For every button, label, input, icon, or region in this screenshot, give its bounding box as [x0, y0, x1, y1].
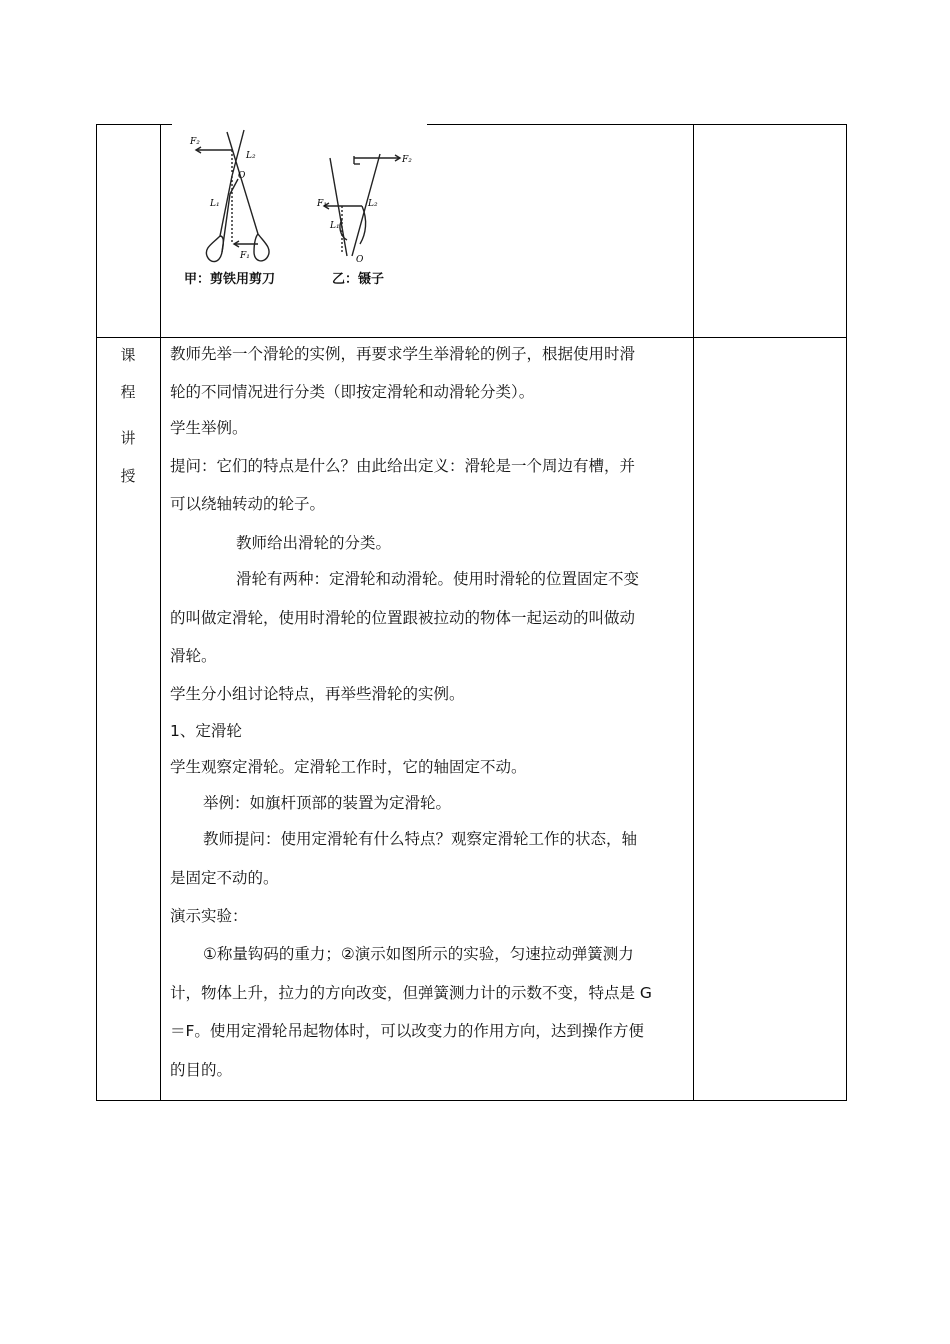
left-l1-label: L₁	[210, 199, 220, 209]
text-line: 计，物体上升，拉力的方向改变，但弹簧测力计的示数不变，特点是 G	[170, 984, 652, 1002]
text-line: 学生举例。	[170, 419, 248, 437]
text-line: 演示实验：	[170, 907, 248, 925]
column-divider-1	[160, 124, 161, 1101]
left-o-label: O	[238, 171, 246, 181]
text-line: 滑轮。	[170, 647, 217, 665]
table-right-border	[846, 124, 847, 1101]
text-line: 学生观察定滑轮。定滑轮工作时，它的轴固定不动。	[170, 758, 527, 776]
right-f2-label: F₂	[402, 155, 412, 165]
text-line: 是固定不动的。	[170, 869, 279, 887]
right-o-label: O	[356, 255, 364, 265]
text-line: 学生分小组讨论特点，再举些滑轮的实例。	[170, 685, 465, 703]
right-l2-label: L₂	[368, 199, 378, 209]
text-line: ①称量钩码的重力；②演示如图所示的实验，匀速拉动弹簧测力	[203, 945, 634, 963]
text-line: 1、定滑轮	[170, 722, 242, 740]
text-line: 可以绕轴转动的轮子。	[170, 495, 326, 513]
text-line: 的目的。	[170, 1061, 233, 1079]
left-f2-label: F₂	[190, 137, 200, 147]
tweezers-caption: 乙：镊子	[332, 272, 385, 287]
left-l2-label: L₂	[246, 151, 256, 161]
scissors-caption: 甲：剪铁用剪刀	[184, 272, 276, 287]
text-line: 轮的不同情况进行分类（即按定滑轮和动滑轮分类）。	[170, 383, 535, 401]
text-line: 滑轮有两种：定滑轮和动滑轮。使用时滑轮的位置固定不变	[236, 570, 640, 588]
section-label-char-4: 授	[120, 467, 136, 485]
left-f1-label: F₁	[240, 251, 250, 261]
text-line: 提问：它们的特点是什么？由此给出定义：滑轮是一个周边有槽，并	[170, 457, 636, 475]
text-line: 教师给出滑轮的分类。	[236, 534, 392, 552]
text-line: 举例：如旗杆顶部的装置为定滑轮。	[203, 794, 452, 812]
text-line: 教师提问：使用定滑轮有什么特点？观察定滑轮工作的状态，轴	[203, 830, 638, 848]
right-f1-label: F₁	[317, 199, 327, 209]
row-divider	[96, 337, 847, 338]
text-line: 的叫做定滑轮，使用时滑轮的位置跟被拉动的物体一起运动的叫做动	[170, 609, 636, 627]
table-left-border	[96, 124, 97, 1101]
text-line: 教师先举一个滑轮的实例，再要求学生举滑轮的例子，根据使用时滑	[170, 345, 636, 363]
section-label-char-2: 程	[120, 383, 136, 401]
right-l1-label: L₁	[330, 221, 340, 231]
table-bottom-border	[96, 1100, 847, 1101]
section-label-char-3: 讲	[120, 429, 136, 447]
section-label-char-1: 课	[120, 346, 136, 364]
tweezers-drawing	[324, 154, 400, 256]
lever-figure	[172, 124, 427, 299]
text-line: ＝F。使用定滑轮吊起物体时，可以改变力的作用方向，达到操作方便	[170, 1022, 644, 1040]
scissors-drawing	[196, 130, 269, 262]
column-divider-2	[693, 124, 694, 1101]
